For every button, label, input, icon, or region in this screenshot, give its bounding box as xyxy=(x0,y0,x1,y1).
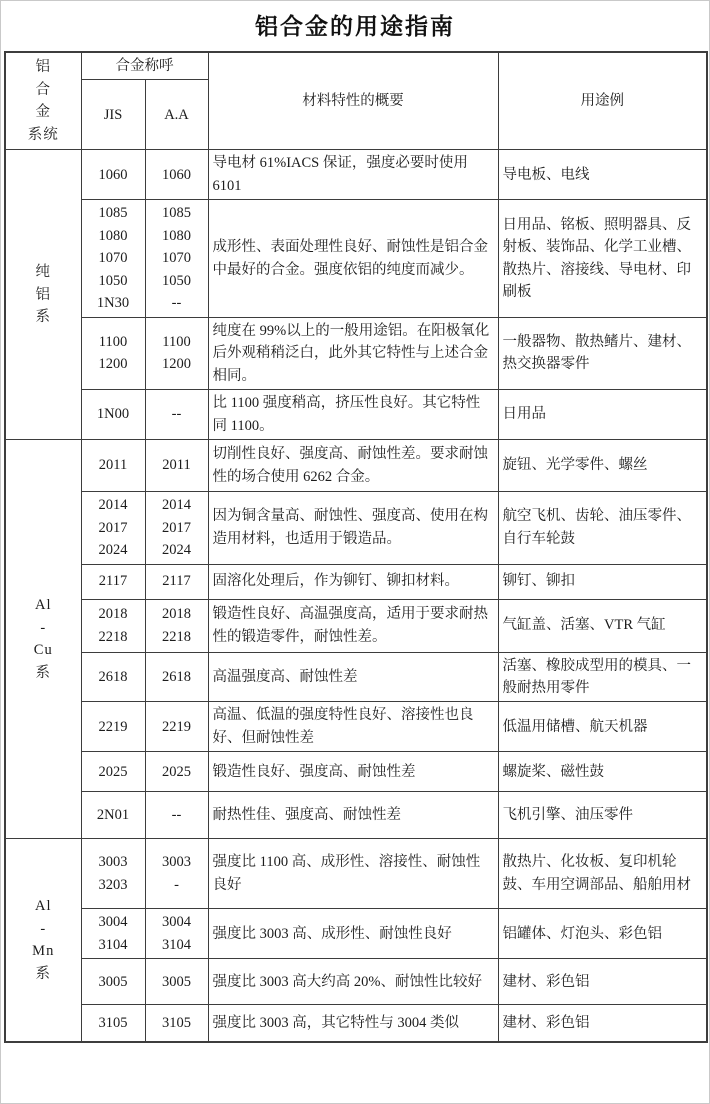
jis-cell: 2018 2218 xyxy=(81,599,145,652)
uses-cell: 飞机引擎、油压零件 xyxy=(498,792,707,839)
trait-cell: 锻造性良好、高温强度高，适用于要求耐热性的锻造零件，耐蚀性差。 xyxy=(208,599,498,652)
aa-cell: -- xyxy=(145,792,208,839)
trait-cell: 强度比 3003 高，其它特性与 3004 类似 xyxy=(208,1005,498,1042)
header-alloy-name: 合金称呼 xyxy=(81,52,208,80)
trait-cell: 高温、低温的强度特性良好、溶接性也良好、但耐蚀性差 xyxy=(208,702,498,752)
trait-cell: 固溶化处理后，作为铆钉、铆扣材料。 xyxy=(208,564,498,599)
table-row xyxy=(5,1005,707,1042)
jis-cell: 1085 1080 1070 1050 1N30 xyxy=(81,200,145,317)
jis-cell: 3005 xyxy=(81,959,145,1005)
uses-cell: 日用品、铭板、照明器具、反射板、装饰品、化学工业槽、散热片、溶接线、导电材、印刷板 xyxy=(498,200,707,317)
table-row xyxy=(5,200,707,317)
table-row xyxy=(5,839,707,909)
jis-cell: 2N01 xyxy=(81,792,145,839)
trait-cell: 锻造性良好、强度高、耐蚀性差 xyxy=(208,752,498,792)
table-row xyxy=(5,564,707,599)
uses-cell: 散热片、化妆板、复印机轮鼓、车用空调部品、船舶用材 xyxy=(498,839,707,909)
jis-cell: 3003 3203 xyxy=(81,839,145,909)
page-title: 铝合金的用途指南 xyxy=(255,13,455,39)
trait-cell: 比 1100 强度稍高，挤压性良好。其它特性同 1100。 xyxy=(208,390,498,440)
uses-cell: 螺旋桨、磁性鼓 xyxy=(498,752,707,792)
trait-cell: 耐热性佳、强度高、耐蚀性差 xyxy=(208,792,498,839)
table-row xyxy=(5,959,707,1005)
alloy-usage-table xyxy=(4,51,708,1043)
group-label-al-cu: Al - Cu 系 xyxy=(5,440,81,839)
table-row xyxy=(5,599,707,652)
table-row xyxy=(5,150,707,200)
jis-cell: 2011 xyxy=(81,440,145,492)
jis-cell: 1060 xyxy=(81,150,145,200)
trait-cell: 强度比 1100 高、成形性、溶接性、耐蚀性良好 xyxy=(208,839,498,909)
table-row xyxy=(5,909,707,959)
aa-cell: 2014 2017 2024 xyxy=(145,492,208,564)
jis-cell: 2219 xyxy=(81,702,145,752)
trait-cell: 切削性良好、强度高、耐蚀性差。要求耐蚀性的场合使用 6262 合金。 xyxy=(208,440,498,492)
aa-cell: 1085 1080 1070 1050 -- xyxy=(145,200,208,317)
table-row xyxy=(5,752,707,792)
table-row xyxy=(5,317,707,389)
aa-cell: 1100 1200 xyxy=(145,317,208,389)
uses-cell: 旋钮、光学零件、螺丝 xyxy=(498,440,707,492)
trait-cell: 成形性、表面处理性良好、耐蚀性是铝合金中最好的合金。强度依铝的纯度而减少。 xyxy=(208,200,498,317)
jis-cell: 2117 xyxy=(81,564,145,599)
table-row xyxy=(5,492,707,564)
uses-cell: 铆钉、铆扣 xyxy=(498,564,707,599)
aa-cell: -- xyxy=(145,390,208,440)
trait-cell: 强度比 3003 高大约高 20%、耐蚀性比较好 xyxy=(208,959,498,1005)
aa-cell: 3005 xyxy=(145,959,208,1005)
uses-cell: 航空飞机、齿轮、油压零件、自行车轮鼓 xyxy=(498,492,707,564)
uses-cell: 低温用储槽、航天机器 xyxy=(498,702,707,752)
aa-cell: 2018 2218 xyxy=(145,599,208,652)
header-jis: JIS xyxy=(81,80,145,150)
aa-cell: 2219 xyxy=(145,702,208,752)
jis-cell: 1100 1200 xyxy=(81,317,145,389)
trait-cell: 导电材 61%IACS 保证，强度必要时使用 6101 xyxy=(208,150,498,200)
trait-cell: 高温强度高、耐蚀性差 xyxy=(208,652,498,702)
trait-cell: 纯度在 99%以上的一般用途铝。在阳极氧化后外观稍稍泛白，此外其它特性与上述合金相同。 xyxy=(208,317,498,389)
uses-cell: 建材、彩色铝 xyxy=(498,1005,707,1042)
aa-cell: 2011 xyxy=(145,440,208,492)
jis-cell: 3004 3104 xyxy=(81,909,145,959)
header-uses: 用途例 xyxy=(498,52,707,150)
uses-cell: 气缸盖、活塞、VTR 气缸 xyxy=(498,599,707,652)
table-row xyxy=(5,440,707,492)
table-row xyxy=(5,652,707,702)
header-row-top xyxy=(5,52,707,80)
jis-cell: 2014 2017 2024 xyxy=(81,492,145,564)
uses-cell: 一般器物、散热鳍片、建材、热交换器零件 xyxy=(498,317,707,389)
table-row xyxy=(5,792,707,839)
header-system-column: 铝 合 金 系统 xyxy=(5,52,81,150)
group-label-al-mn: Al - Mn 系 xyxy=(5,839,81,1042)
group-label-pure-aluminum: 纯 铝 系 xyxy=(5,150,81,440)
trait-cell: 因为铜含量高、耐蚀性、强度高、使用在构造用材料，也适用于锻造品。 xyxy=(208,492,498,564)
aa-cell: 3004 3104 xyxy=(145,909,208,959)
uses-cell: 活塞、橡胶成型用的模具、一般耐热用零件 xyxy=(498,652,707,702)
uses-cell: 建材、彩色铝 xyxy=(498,959,707,1005)
aa-cell: 1060 xyxy=(145,150,208,200)
trait-cell: 强度比 3003 高、成形性、耐蚀性良好 xyxy=(208,909,498,959)
aa-cell: 2618 xyxy=(145,652,208,702)
aa-cell: 3003 - xyxy=(145,839,208,909)
jis-cell: 2618 xyxy=(81,652,145,702)
table-row xyxy=(5,390,707,440)
jis-cell: 2025 xyxy=(81,752,145,792)
uses-cell: 导电板、电线 xyxy=(498,150,707,200)
aa-cell: 3105 xyxy=(145,1005,208,1042)
aa-cell: 2117 xyxy=(145,564,208,599)
table-row xyxy=(5,702,707,752)
header-aa: A.A xyxy=(145,80,208,150)
jis-cell: 1N00 xyxy=(81,390,145,440)
uses-cell: 日用品 xyxy=(498,390,707,440)
aa-cell: 2025 xyxy=(145,752,208,792)
jis-cell: 3105 xyxy=(81,1005,145,1042)
header-traits: 材料特性的概要 xyxy=(208,52,498,150)
uses-cell: 铝罐体、灯泡头、彩色铝 xyxy=(498,909,707,959)
